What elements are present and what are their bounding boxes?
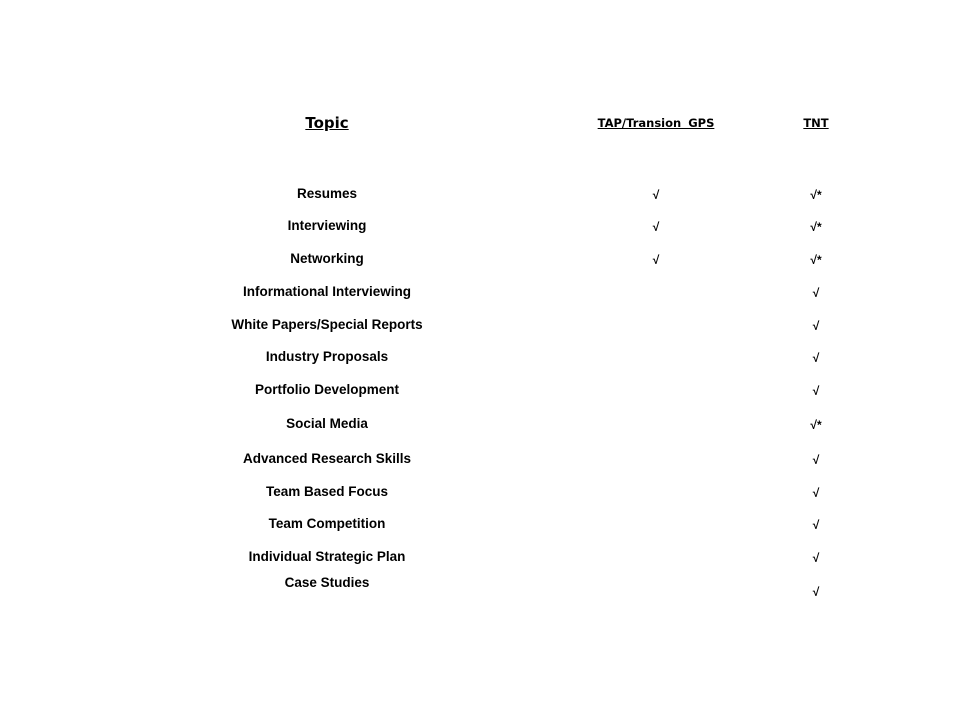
tnt-check-cell: √* (810, 418, 822, 432)
tnt-check-cell: √* (810, 220, 822, 234)
topic-cell: Networking (290, 251, 364, 266)
topic-cell: Portfolio Development (254, 382, 400, 397)
tnt-column-header: TNT (803, 116, 829, 130)
tap-check-cell: √ (652, 220, 660, 234)
topic-cell: Industry Proposals (265, 349, 389, 364)
tnt-check-cell: √ (812, 453, 820, 467)
topic-cell: Team Competition (268, 516, 386, 531)
topic-cell: Advanced Research Skills (242, 451, 412, 466)
tnt-check-cell: √* (810, 253, 822, 267)
topic-cell: Resumes (296, 186, 358, 201)
tnt-check-cell: √* (810, 188, 822, 202)
tnt-check-cell: √ (812, 351, 820, 365)
tnt-check-cell: √ (812, 585, 820, 599)
tnt-check-cell: √ (812, 384, 820, 398)
tnt-check-cell: √ (812, 551, 820, 565)
tnt-check-cell: √ (812, 319, 820, 333)
topic-cell: Informational Interviewing (242, 284, 412, 299)
topic-cell: White Papers/Special Reports (231, 317, 423, 332)
tap-check-cell: √ (652, 188, 660, 202)
topic-cell: Case Studies (284, 575, 370, 590)
tap-gps-column-header: TAP/Transion GPS (597, 116, 715, 130)
tnt-check-cell: √ (812, 286, 820, 300)
tnt-check-cell: √ (812, 518, 820, 532)
topic-cell: Social Media (286, 416, 368, 431)
topic-column-header: Topic (305, 114, 349, 132)
topic-cell: Team Based Focus (265, 484, 389, 499)
topic-cell: Individual Strategic Plan (248, 549, 406, 564)
tnt-check-cell: √ (812, 486, 820, 500)
tap-check-cell: √ (652, 253, 660, 267)
topic-cell: Interviewing (287, 218, 367, 233)
